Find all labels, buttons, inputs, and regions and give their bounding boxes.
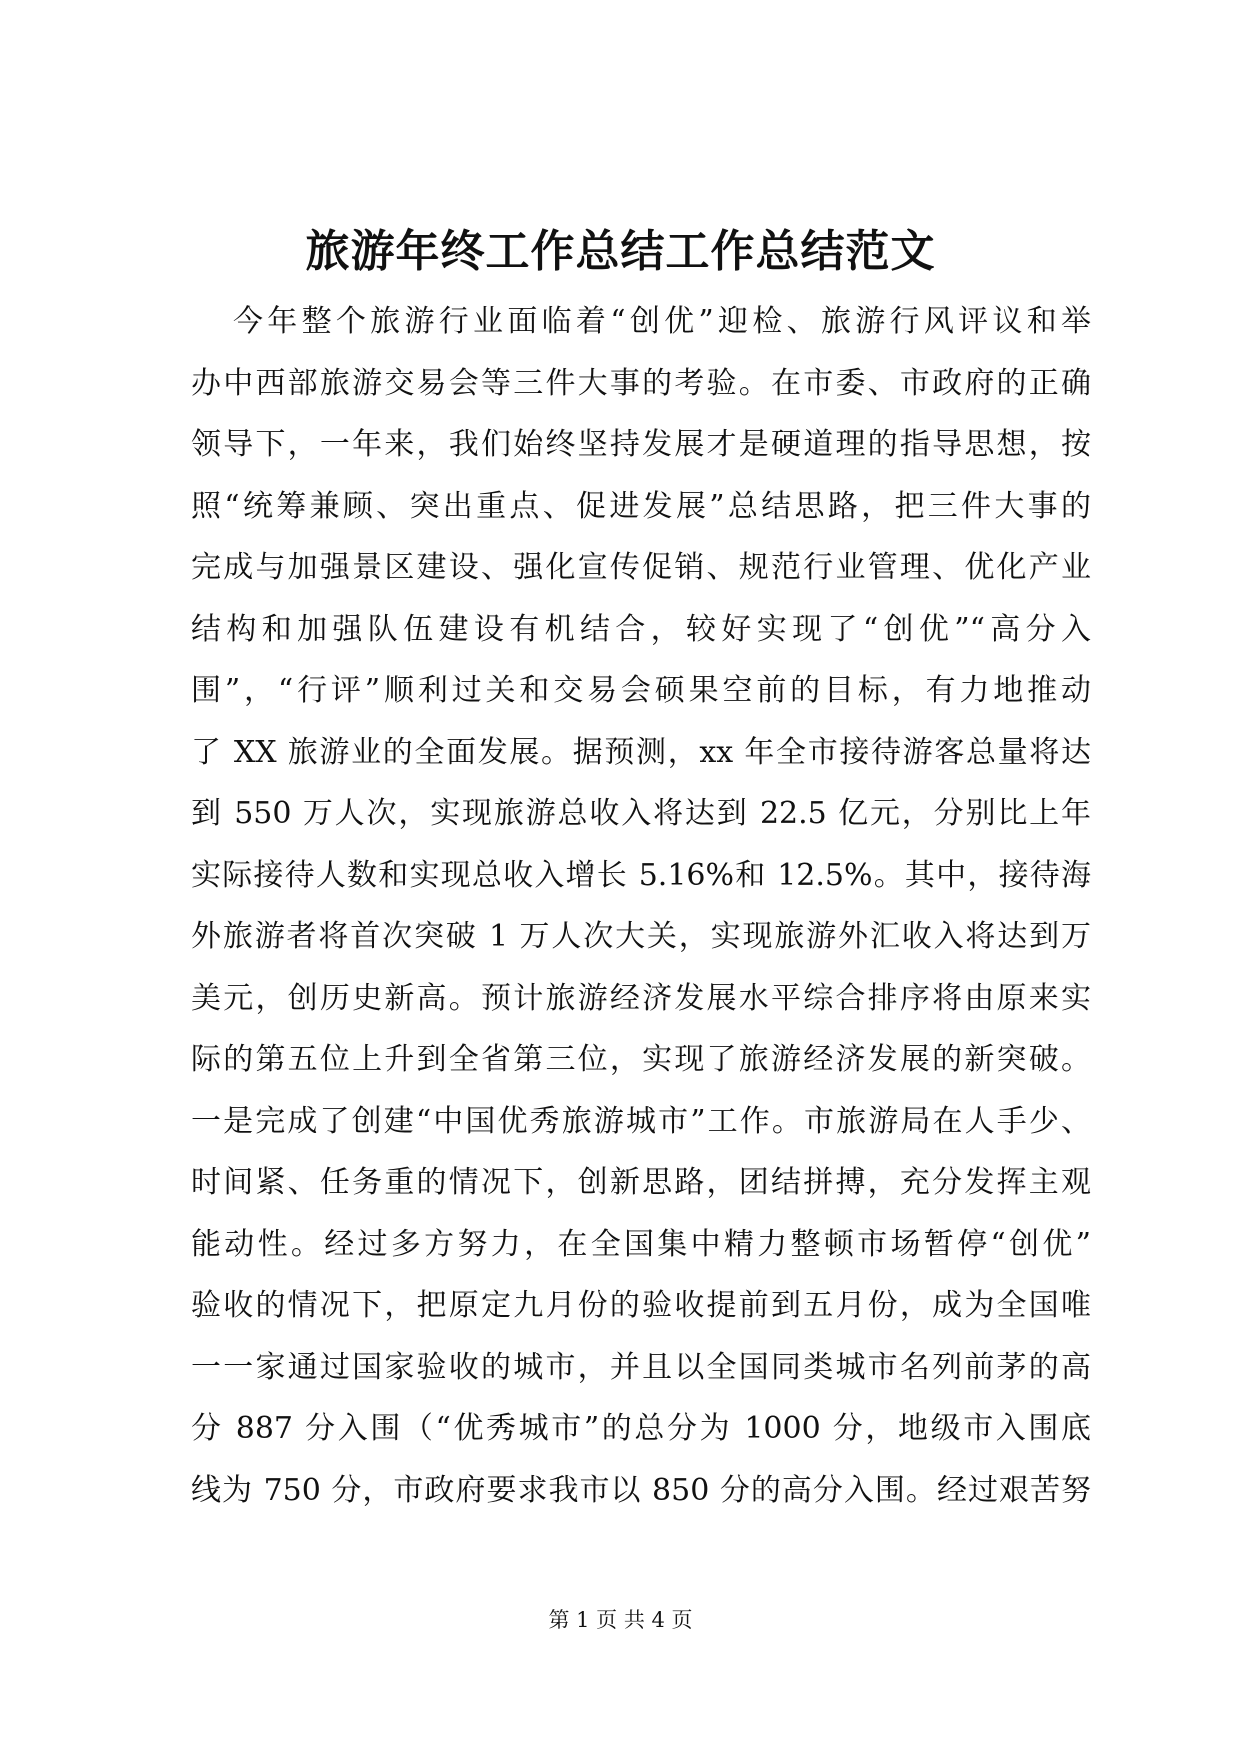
body-line: 外旅游者将首次突破 1 万人次大关，实现旅游外汇收入将达到万 xyxy=(191,919,1091,954)
body-line: 今年整个旅游行业面临着“创优”迎检、旅游行风评议和举 xyxy=(233,304,1091,339)
body-line: 线为 750 分，市政府要求我市以 850 分的高分入围。经过艰苦努 xyxy=(191,1472,1091,1508)
body-line: 实际接待人数和实现总收入增长 5.16%和 12.5%。其中，接待海 xyxy=(191,857,1091,893)
body-line: 到 550 万人次，实现旅游总收入将达到 22.5 亿元，分别比上年 xyxy=(191,796,1091,831)
body-line: 一一家通过国家验收的城市，并且以全国同类城市名列前茅的高 xyxy=(191,1349,1091,1385)
document-title: 旅游年终工作总结工作总结范文 xyxy=(305,226,936,277)
body-line: 一是完成了创建“中国优秀旅游城市”工作。市旅游局在人手少、 xyxy=(191,1103,1091,1139)
body-line: 结构和加强队伍建设有机结合，较好实现了“创优”“高分入 xyxy=(191,611,1091,647)
body-line: 领导下，一年来，我们始终坚持发展才是硬道理的指导思想，按 xyxy=(191,427,1091,462)
document-body xyxy=(191,291,1091,1521)
body-line: 际的第五位上升到全省第三位，实现了旅游经济发展的新突破。 xyxy=(191,1042,1091,1077)
body-line: 照“统筹兼顾、突出重点、促进发展”总结思路，把三件大事的 xyxy=(191,488,1091,524)
body-line: 能动性。经过多方努力，在全国集中精力整顿市场暂停“创优” xyxy=(191,1226,1091,1262)
body-line: 完成与加强景区建设、强化宣传促销、规范行业管理、优化产业 xyxy=(191,550,1091,585)
body-line: 验收的情况下，把原定九月份的验收提前到五月份，成为全国唯 xyxy=(191,1288,1091,1323)
body-line: 办中西部旅游交易会等三件大事的考验。在市委、市政府的正确 xyxy=(191,365,1091,401)
body-line: 分 887 分入围（“优秀城市”的总分为 1000 分，地级市入围底 xyxy=(191,1411,1091,1446)
body-line: 围”，“行评”顺利过关和交易会硕果空前的目标，有力地推动 xyxy=(191,673,1091,708)
body-line: 了 XX 旅游业的全面发展。据预测，xx 年全市接待游客总量将达 xyxy=(191,734,1091,770)
body-line: 美元，创历史新高。预计旅游经济发展水平综合排序将由原来实 xyxy=(191,980,1091,1016)
body-line: 时间紧、任务重的情况下，创新思路，团结拼搏，充分发挥主观 xyxy=(191,1165,1091,1200)
page-number: 第 1 页 共 4 页 xyxy=(548,1608,693,1632)
